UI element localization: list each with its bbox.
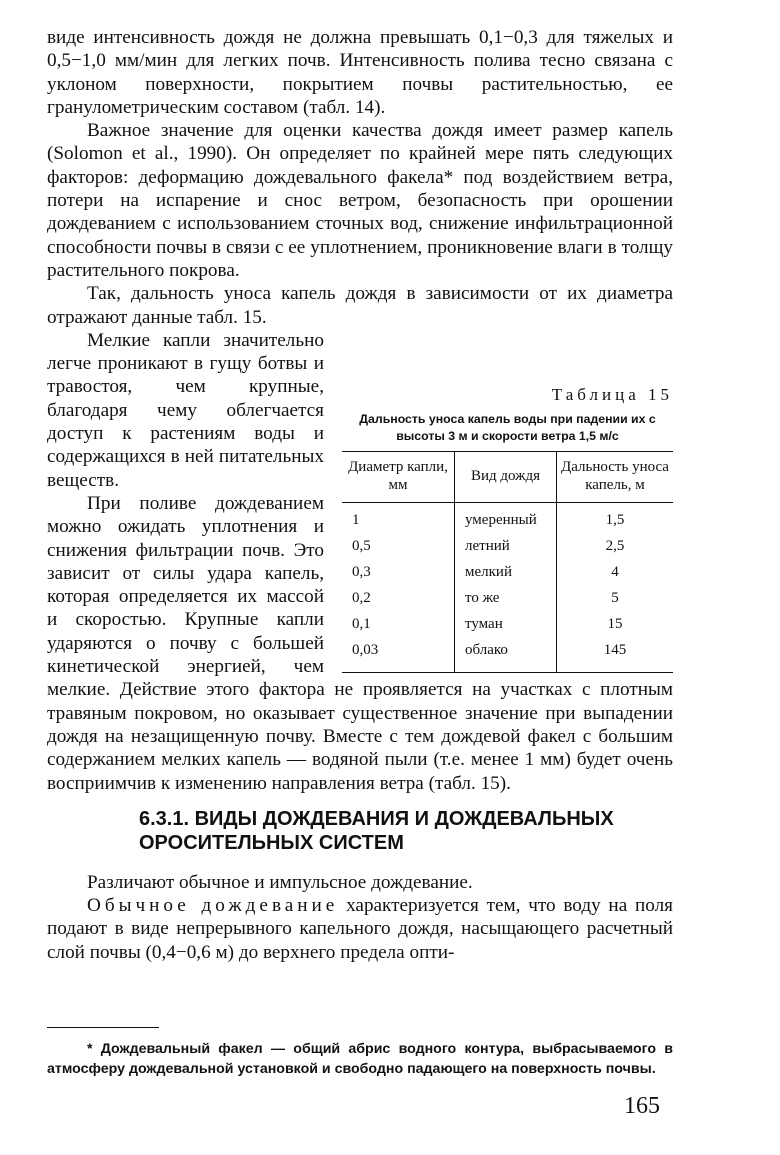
header-distance: Дальность уноса капель, м (557, 451, 674, 502)
table-row (342, 533, 673, 559)
page-number: 165 (624, 1093, 660, 1119)
footnote-rule (47, 1027, 159, 1028)
paragraph-1: виде интенсивность дождя не должна превышать 0,1−0,3 для тяжелых и 0,5−1,0 мм/мин для легких почв. Интенсивность полива тесно связана с уклоном поверхности, покрытием почвы растительностью, ее гранулометрическим составом (табл. 14). (47, 27, 673, 118)
cell-distance: 15 (557, 611, 674, 637)
cell-distance: 1,5 (557, 502, 674, 533)
paragraph-4: Мелкие капли значительно легче проникают в гущу ботвы и травостоя, чем крупные, благодаря чему облегчается доступ к растениям воды и содержащихся в ней питательных веществ. (47, 329, 324, 491)
text-with-table (47, 329, 673, 492)
paragraph-7-text: характеризуется тем, что воду на поля подают в виде непрерывного капельного дождя, насыщающего расчетный слой почвы (0,4−0,6 м) до верхнего предела опти- (47, 895, 673, 963)
cell-diameter: 1 (352, 511, 360, 528)
cell-rain-type: умеренный (455, 502, 557, 533)
table-row (342, 637, 673, 673)
paragraph-4-lead (47, 329, 673, 492)
cell-rain-type: туман (455, 611, 557, 637)
paragraph-6: Различают обычное и импульсное дождевание. (87, 871, 473, 893)
section-heading: 6.3.1. ВИДЫ ДОЖДЕВАНИЯ И ДОЖДЕВАЛЬНЫХ ОРОСИТЕЛЬНЫХ СИСТЕМ (139, 807, 614, 854)
cell-diameter: 0,5 (352, 537, 371, 554)
header-rain-type: Вид дождя (455, 451, 557, 502)
cell-rain-type: мелкий (455, 559, 557, 585)
table-row (342, 611, 673, 637)
cell-rain-type: летний (455, 533, 557, 559)
cell-diameter: 0,1 (352, 615, 371, 632)
table-row (342, 502, 673, 533)
cell-rain-type: то же (455, 585, 557, 611)
table-title: Дальность уноса капель воды при падении их с высоты 3 м и скорости ветра 1,5 м/с (359, 411, 656, 443)
header-diameter: Диаметр капли, мм (342, 451, 455, 502)
footnote: * Дождевальный факел — общий абрис водного контура, выбрасываемого в атмосферу дождевальной установкой и свободно падающего на поверхность почвы. (47, 1041, 673, 1077)
cell-diameter: 0,03 (352, 641, 379, 658)
table-row (342, 585, 673, 611)
cell-diameter: 0,3 (352, 563, 371, 580)
table-caption: Таблица 15 (551, 384, 673, 404)
cell-distance: 5 (557, 585, 674, 611)
cell-diameter: 0,2 (352, 589, 371, 606)
paragraph-2: Важное значение для оценки качества дождя имеет размер капель (Solomon et al., 1990). Он определяет по крайней мере пять следующих факторов: деформацию дождевального факела* под воздействием ветра, потери на испарение и снос ветром, безопасность при орошении дождеванием с использованием сточных вод, снижение инфильтрационной способности почвы в связи с ее уплотнением, проникновение влаги в толщу растительного покрова. (47, 120, 673, 281)
cell-distance: 4 (557, 559, 674, 585)
page-body (47, 26, 673, 964)
table-row (342, 559, 673, 585)
cell-distance: 145 (557, 637, 674, 673)
cell-distance: 2,5 (557, 533, 674, 559)
paragraph-5: При поливе дождеванием можно ожидать уплотнения и снижения фильтрации почв. Это зависит от силы удара капель, которая определяется их массой и скоростью. Крупные капли ударяются о почву с большей кинетической энергией, чем мелкие. Действие этого фактора не проявляется на участках с плотным травяным покровом, но оказывает существенное значение при выпадении дождя на незащищенную почву. Вместе с тем дождевой факел с большим содержанием мелких капель — водяной пыли (т.е. менее 1 мм) будет очень восприимчив к изменению направления ветра (табл. 15). (47, 492, 673, 794)
spaced-term: Обычное дождевание (87, 895, 339, 917)
paragraph-3: Так, дальность уноса капель дождя в зависимости от их диаметра отражают данные табл. 15. (47, 283, 673, 328)
cell-rain-type: облако (455, 637, 557, 673)
paragraph-7 (47, 894, 673, 964)
